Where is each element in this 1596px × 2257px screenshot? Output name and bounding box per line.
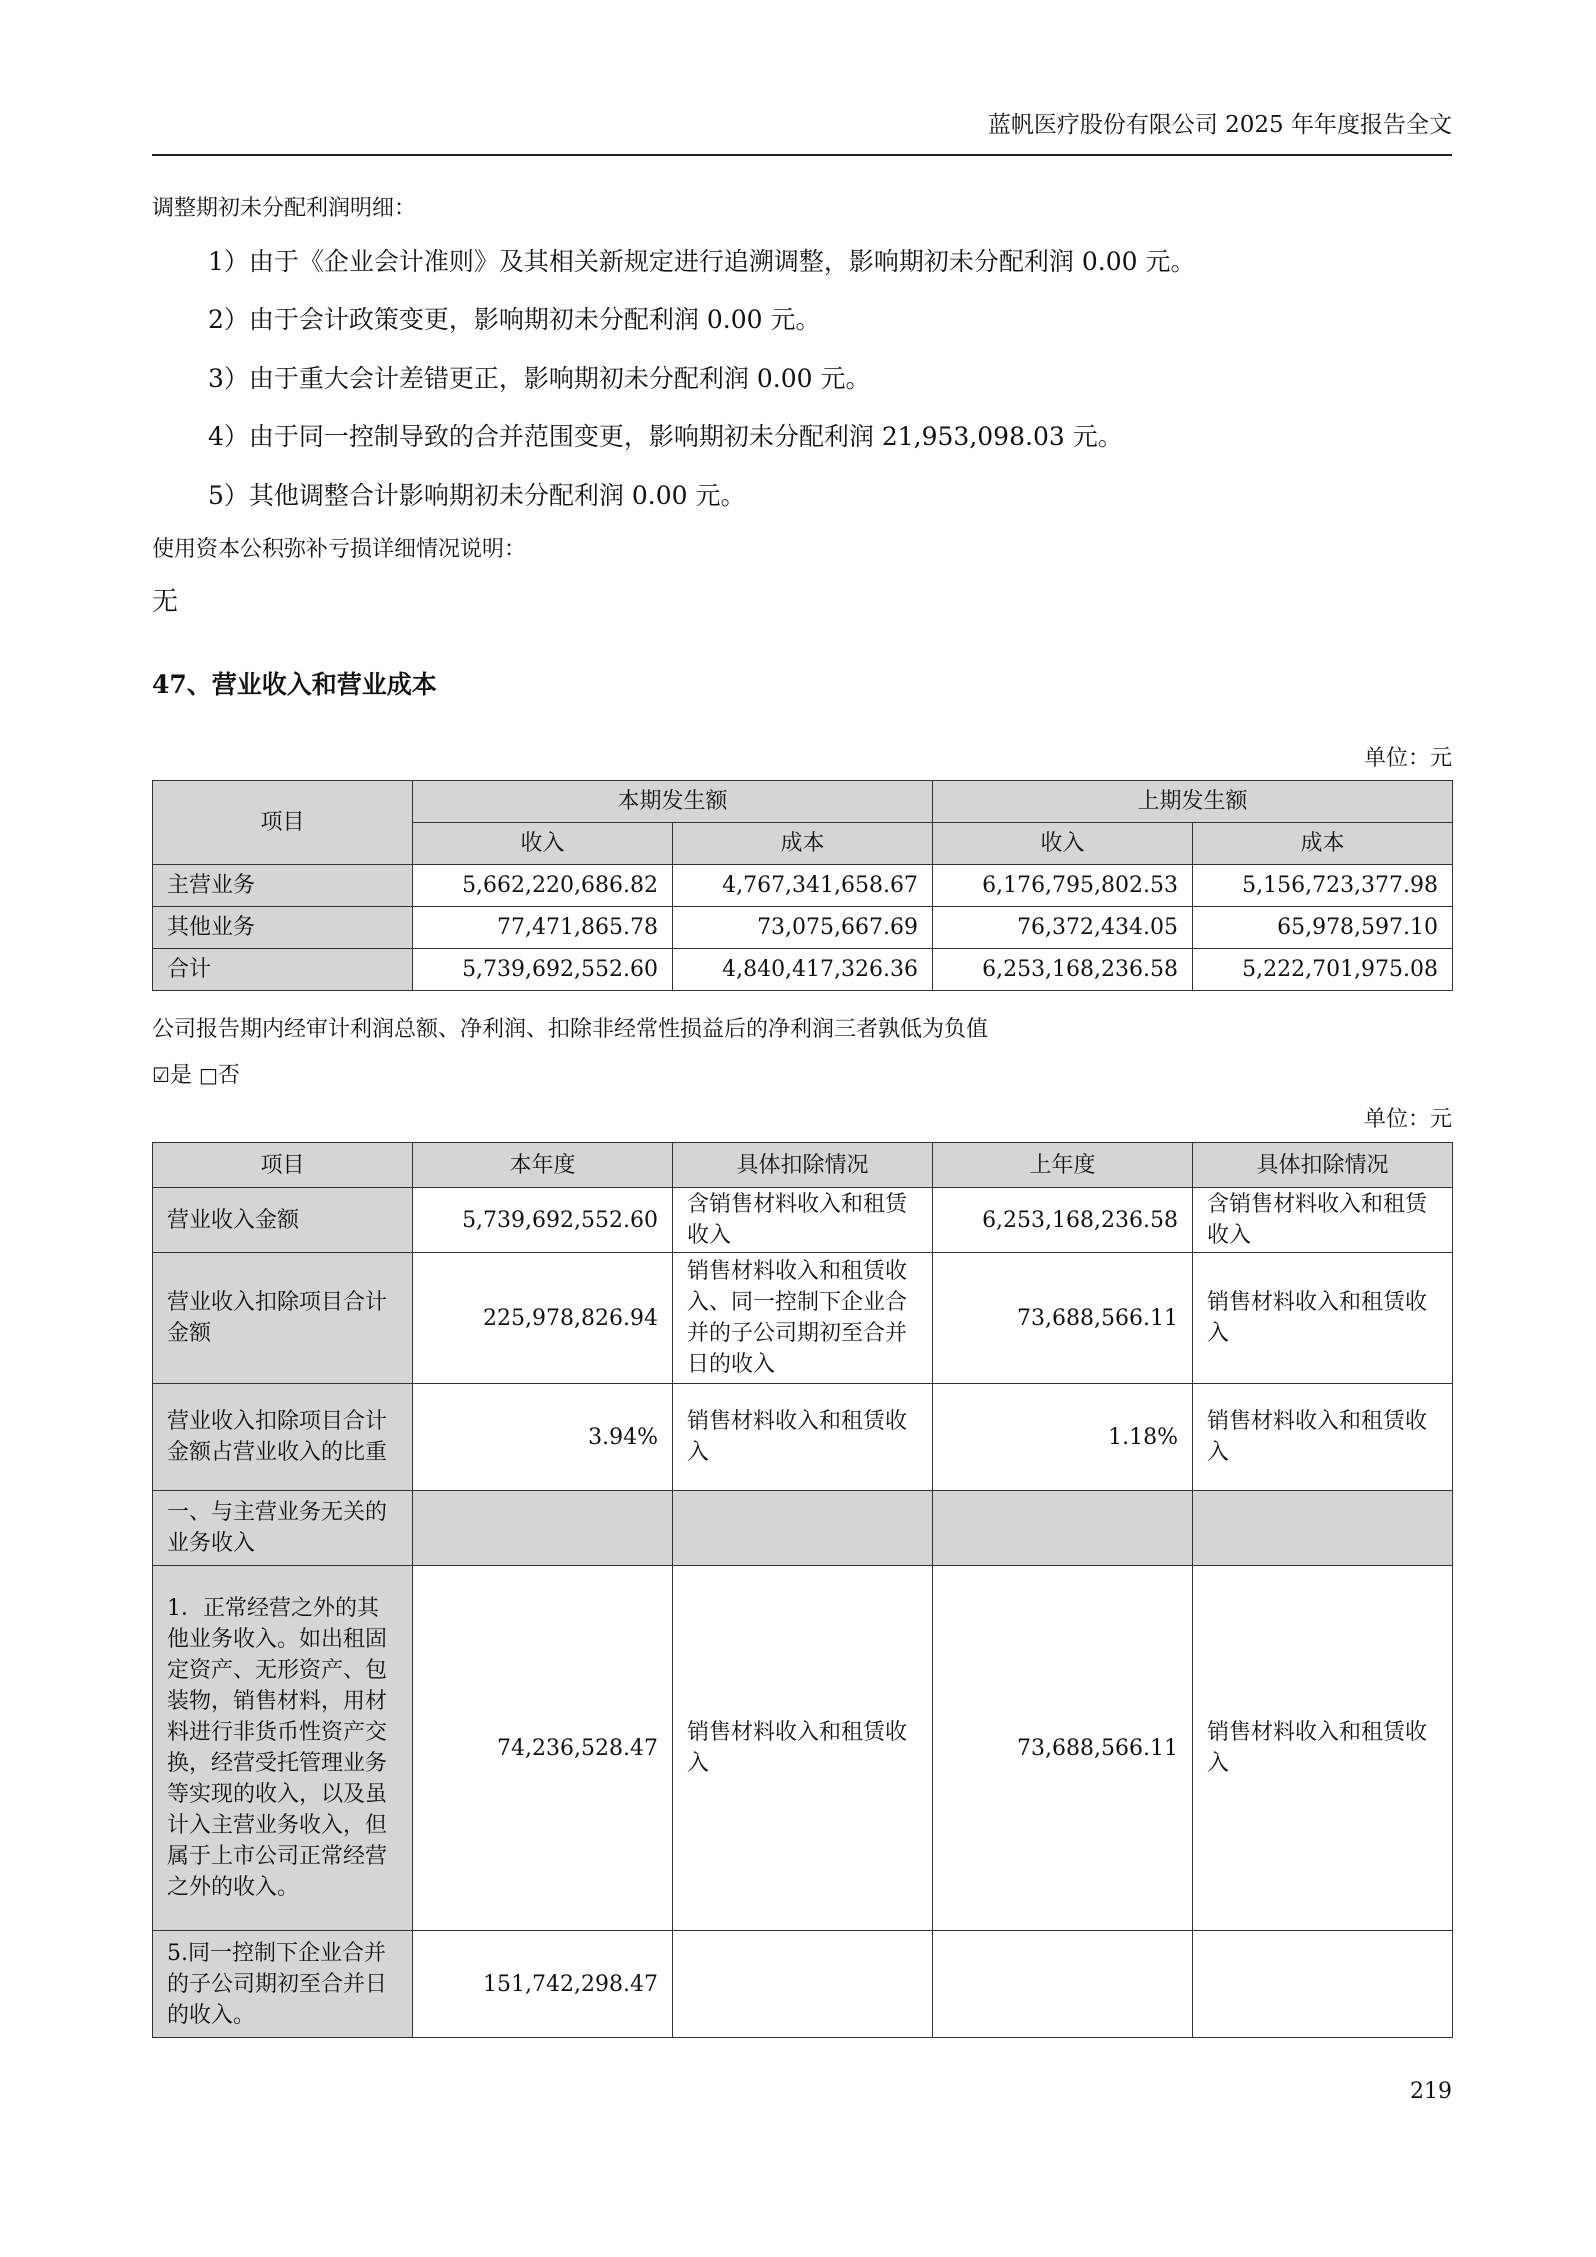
table-row	[153, 1253, 1453, 1384]
yes-no-options	[152, 1060, 240, 1091]
table-cell: 73,075,667.69	[673, 907, 933, 949]
row-label: 主营业务	[153, 865, 413, 907]
table1-col-item: 项目	[153, 781, 413, 865]
table1-sub-header: 成本	[1193, 823, 1453, 865]
table-cell	[1193, 1931, 1453, 2038]
table-cell: 73,688,566.11	[933, 1566, 1193, 1931]
page-number: 219	[1410, 2079, 1452, 2104]
table-cell	[933, 1931, 1193, 2038]
table-cell: 151,742,298.47	[413, 1931, 673, 2038]
table-row	[153, 1931, 1453, 2038]
table-cell: 含销售材料收入和租赁收入	[1193, 1188, 1453, 1253]
table-row	[153, 1188, 1453, 1253]
table2-header: 上年度	[933, 1143, 1193, 1188]
table-cell: 4,840,417,326.36	[673, 949, 933, 991]
no-label: 否	[217, 1063, 240, 1088]
table-cell: 5,739,692,552.60	[413, 1188, 673, 1253]
table-cell	[413, 1491, 673, 1566]
table-cell: 74,236,528.47	[413, 1566, 673, 1931]
table2-unit: 单位：元	[1363, 1107, 1452, 1132]
section-title: 47、营业收入和营业成本	[152, 670, 437, 699]
adjust-item-1: 1）由于《企业会计准则》及其相关新规定进行追溯调整，影响期初未分配利润 0.00 元。	[208, 247, 1196, 276]
table-cell: 销售材料收入和租赁收入	[673, 1566, 933, 1931]
table-cell	[933, 1491, 1193, 1566]
table-cell: 6,253,168,236.58	[933, 1188, 1193, 1253]
adjust-item-5: 5）其他调整合计影响期初未分配利润 0.00 元。	[208, 481, 746, 510]
row-label: 1．正常经营之外的其他业务收入。如出租固定资产、无形资产、包装物，销售材料，用材料进行非货币性资产交换，经营受托管理业务等实现的收入，以及虽计入主营业务收入，但属于上市公司正常经营之外的收入。	[153, 1566, 413, 1931]
table-cell: 4,767,341,658.67	[673, 865, 933, 907]
table-cell: 73,688,566.11	[933, 1253, 1193, 1384]
table-cell: 77,471,865.78	[413, 907, 673, 949]
table-cell: 1.18%	[933, 1384, 1193, 1491]
table1-header-row	[153, 781, 1453, 823]
table-cell	[1193, 1491, 1453, 1566]
row-label: 营业收入扣除项目合计金额	[153, 1253, 413, 1384]
adjust-item-4: 4）由于同一控制导致的合并范围变更，影响期初未分配利润 21,953,098.03 元。	[208, 422, 1123, 451]
revenue-deduction-table	[152, 1142, 1453, 2038]
table1-sub-header: 收入	[413, 823, 673, 865]
table-row	[153, 949, 1453, 991]
table2-header: 具体扣除情况	[1193, 1143, 1453, 1188]
table-row	[153, 865, 1453, 907]
page-header	[152, 110, 1452, 156]
table-cell: 销售材料收入和租赁收入	[1193, 1253, 1453, 1384]
table2-header: 本年度	[413, 1143, 673, 1188]
table-cell: 76,372,434.05	[933, 907, 1193, 949]
yes-label: 是	[169, 1063, 192, 1088]
table-row	[153, 907, 1453, 949]
table1-group-current: 本期发生额	[413, 781, 933, 823]
row-label: 营业收入金额	[153, 1188, 413, 1253]
table-cell: 3.94%	[413, 1384, 673, 1491]
row-label: 合计	[153, 949, 413, 991]
table-cell: 销售材料收入和租赁收入、同一控制下企业合并的子公司期初至合并日的收入	[673, 1253, 933, 1384]
table-cell: 5,662,220,686.82	[413, 865, 673, 907]
report-title: 蓝帆医疗股份有限公司 2025 年年度报告全文	[987, 112, 1452, 138]
table-cell: 销售材料收入和租赁收入	[1193, 1566, 1453, 1931]
table-cell: 5,156,723,377.98	[1193, 865, 1453, 907]
revenue-cost-table	[152, 780, 1453, 991]
capital-value: 无	[152, 587, 179, 617]
no-checkbox[interactable]: □	[198, 1063, 218, 1087]
table-cell: 销售材料收入和租赁收入	[673, 1384, 933, 1491]
adjust-item-3: 3）由于重大会计差错更正，影响期初未分配利润 0.00 元。	[208, 364, 871, 393]
adjust-heading: 调整期初未分配利润明细：	[152, 196, 417, 221]
table-cell: 6,176,795,802.53	[933, 865, 1193, 907]
table2-header-row	[153, 1143, 1453, 1188]
row-label: 其他业务	[153, 907, 413, 949]
table-row	[153, 1491, 1453, 1566]
table-cell: 5,739,692,552.60	[413, 949, 673, 991]
table-row	[153, 1384, 1453, 1491]
adjust-item-2: 2）由于会计政策变更，影响期初未分配利润 0.00 元。	[208, 305, 821, 334]
table2-header: 项目	[153, 1143, 413, 1188]
table-cell: 销售材料收入和租赁收入	[1193, 1384, 1453, 1491]
table-cell: 65,978,597.10	[1193, 907, 1453, 949]
table-cell	[673, 1491, 933, 1566]
row-label: 一、与主营业务无关的业务收入	[153, 1491, 413, 1566]
table1-group-prior: 上期发生额	[933, 781, 1453, 823]
table-cell: 225,978,826.94	[413, 1253, 673, 1384]
table-cell: 5,222,701,975.08	[1193, 949, 1453, 991]
negative-profit-question: 公司报告期内经审计利润总额、净利润、扣除非经常性损益后的净利润三者孰低为负值	[152, 1017, 989, 1042]
yes-checkbox[interactable]: ☑	[152, 1063, 170, 1087]
table1-unit: 单位：元	[1363, 746, 1452, 771]
table1-sub-header: 收入	[933, 823, 1193, 865]
row-label: 营业收入扣除项目合计金额占营业收入的比重	[153, 1384, 413, 1491]
table-row	[153, 1566, 1453, 1931]
table-cell: 6,253,168,236.58	[933, 949, 1193, 991]
table1-sub-header: 成本	[673, 823, 933, 865]
table-cell	[673, 1931, 933, 2038]
table2-header: 具体扣除情况	[673, 1143, 933, 1188]
row-label: 5.同一控制下企业合并的子公司期初至合并日的收入。	[153, 1931, 413, 2038]
capital-heading: 使用资本公积弥补亏损详细情况说明：	[152, 537, 527, 562]
table-cell: 含销售材料收入和租赁收入	[673, 1188, 933, 1253]
